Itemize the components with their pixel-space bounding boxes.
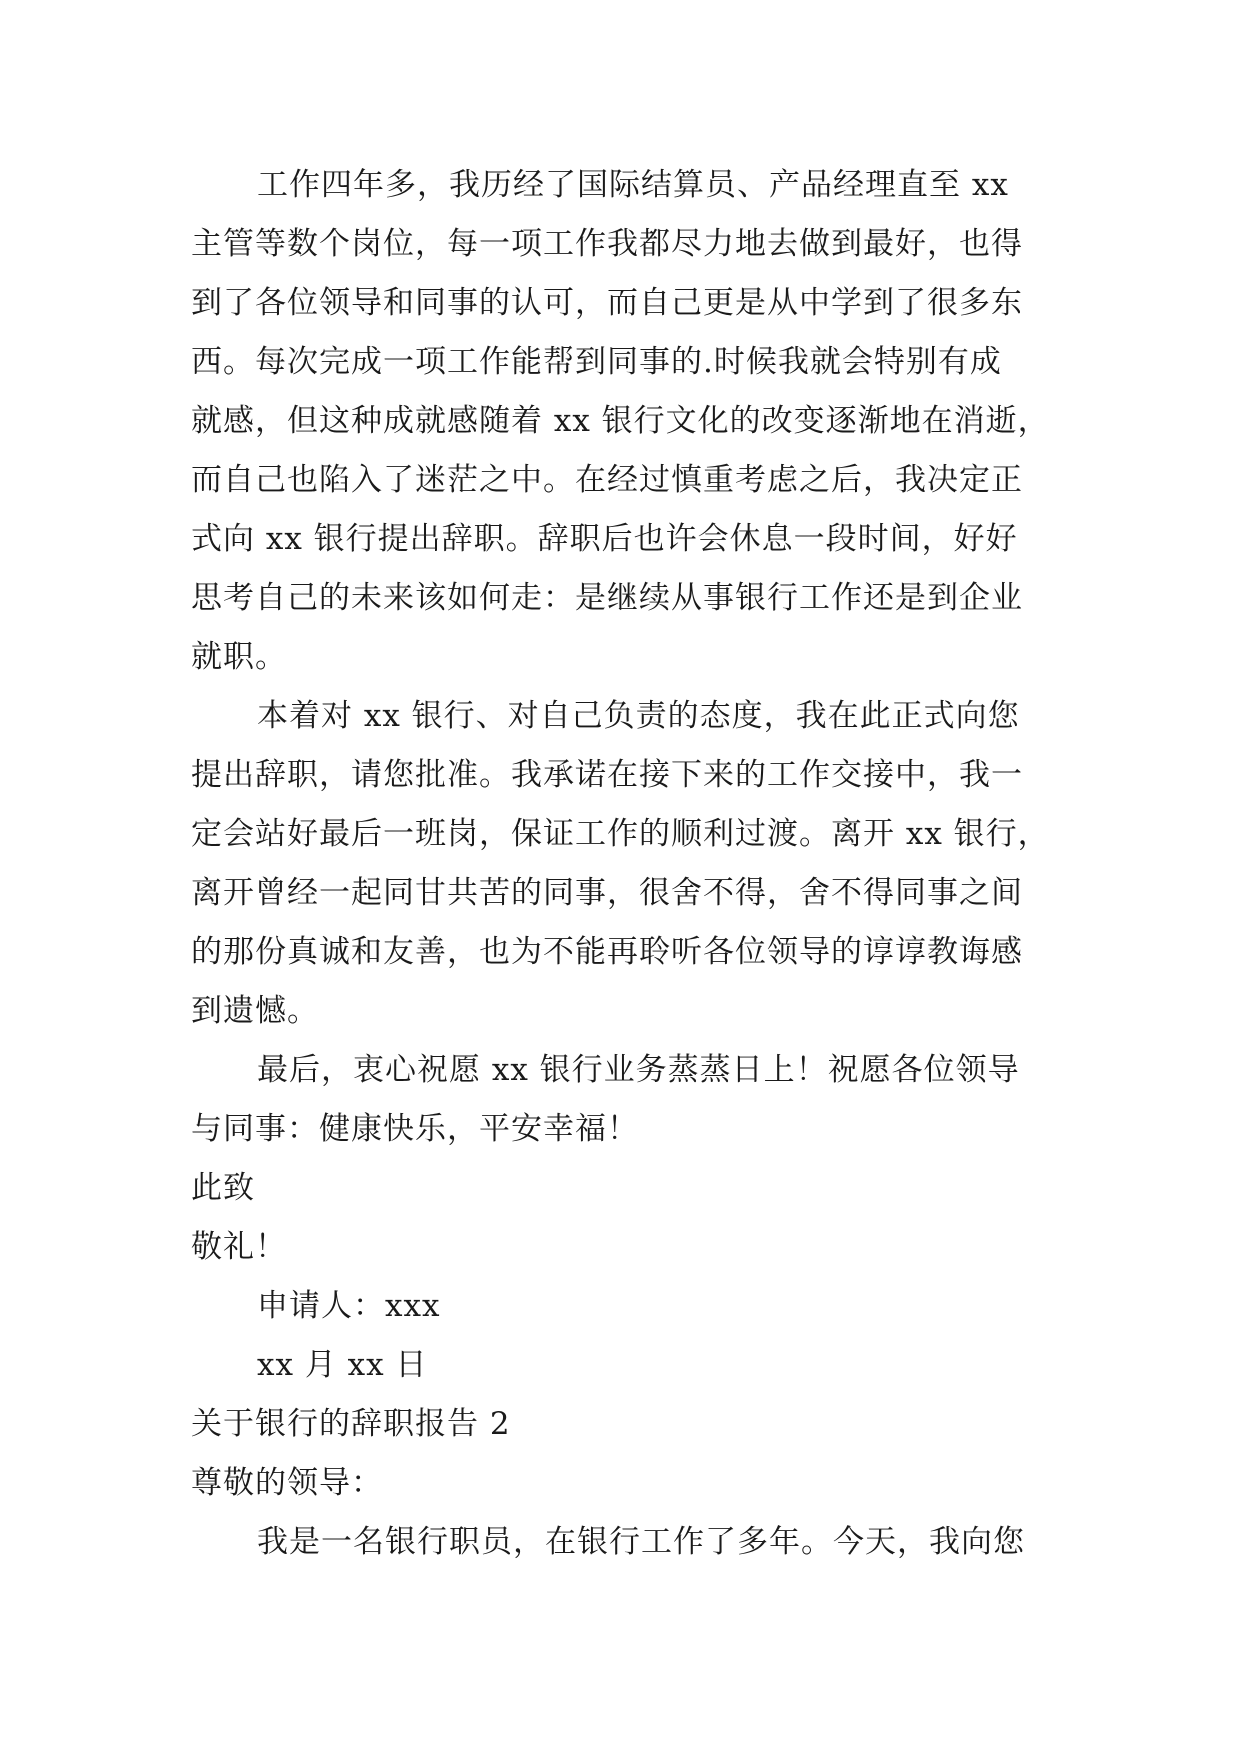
section-title: 关于银行的辞职报告 2 bbox=[191, 1406, 511, 1442]
signature-applicant: 申请人：xxx bbox=[257, 1288, 441, 1324]
paragraph-line: 与同事：健康快乐，平安幸福！ bbox=[191, 1111, 639, 1147]
paragraph-line: 本着对 xx 银行、对自己负责的态度，我在此正式向您 bbox=[257, 698, 1020, 734]
paragraph-line: 到遗憾。 bbox=[191, 993, 319, 1029]
closing-salute: 敬礼！ bbox=[191, 1229, 287, 1265]
paragraph-line: 到了各位领导和同事的认可，而自己更是从中学到了很多东 bbox=[191, 285, 1023, 321]
paragraph-wishes bbox=[191, 1041, 1059, 1159]
closing-greeting: 此致 bbox=[191, 1170, 255, 1206]
paragraph-line: 主管等数个岗位，每一项工作我都尽力地去做到最好，也得 bbox=[191, 226, 1023, 262]
paragraph-line: 西。每次完成一项工作能帮到同事的.时候我就会特别有成 bbox=[191, 344, 1002, 380]
paragraph-line: 式向 xx 银行提出辞职。辞职后也许会休息一段时间，好好 bbox=[191, 521, 1018, 557]
salutation: 尊敬的领导： bbox=[191, 1465, 383, 1501]
paragraph-line: 工作四年多，我历经了国际结算员、产品经理直至 xx bbox=[257, 167, 1009, 203]
paragraph-line: 思考自己的未来该如何走：是继续从事银行工作还是到企业 bbox=[191, 580, 1023, 616]
paragraph-work-history bbox=[191, 156, 1059, 687]
paragraph-line: 我是一名银行职员，在银行工作了多年。今天，我向您 bbox=[257, 1524, 1025, 1560]
paragraph-line: 定会站好最后一班岗，保证工作的顺利过渡。离开 xx 银行， bbox=[191, 816, 1050, 852]
paragraph-line: 的那份真诚和友善，也为不能再聆听各位领导的谆谆教诲感 bbox=[191, 934, 1023, 970]
paragraph-resignation-request bbox=[191, 687, 1059, 1041]
signature-date: xx 月 xx 日 bbox=[257, 1347, 428, 1383]
paragraph-line: 提出辞职，请您批准。我承诺在接下来的工作交接中，我一 bbox=[191, 757, 1023, 793]
paragraph-line: 就感，但这种成就感随着 xx 银行文化的改变逐渐地在消逝， bbox=[191, 403, 1050, 439]
paragraph-line: 离开曾经一起同甘共苦的同事，很舍不得，舍不得同事之间 bbox=[191, 875, 1023, 911]
document-page bbox=[191, 156, 1059, 1572]
paragraph-line: 就职。 bbox=[191, 639, 287, 675]
paragraph-line: 最后，衷心祝愿 xx 银行业务蒸蒸日上！祝愿各位领导 bbox=[257, 1052, 1020, 1088]
paragraph-line: 而自己也陷入了迷茫之中。在经过慎重考虑之后，我决定正 bbox=[191, 462, 1023, 498]
